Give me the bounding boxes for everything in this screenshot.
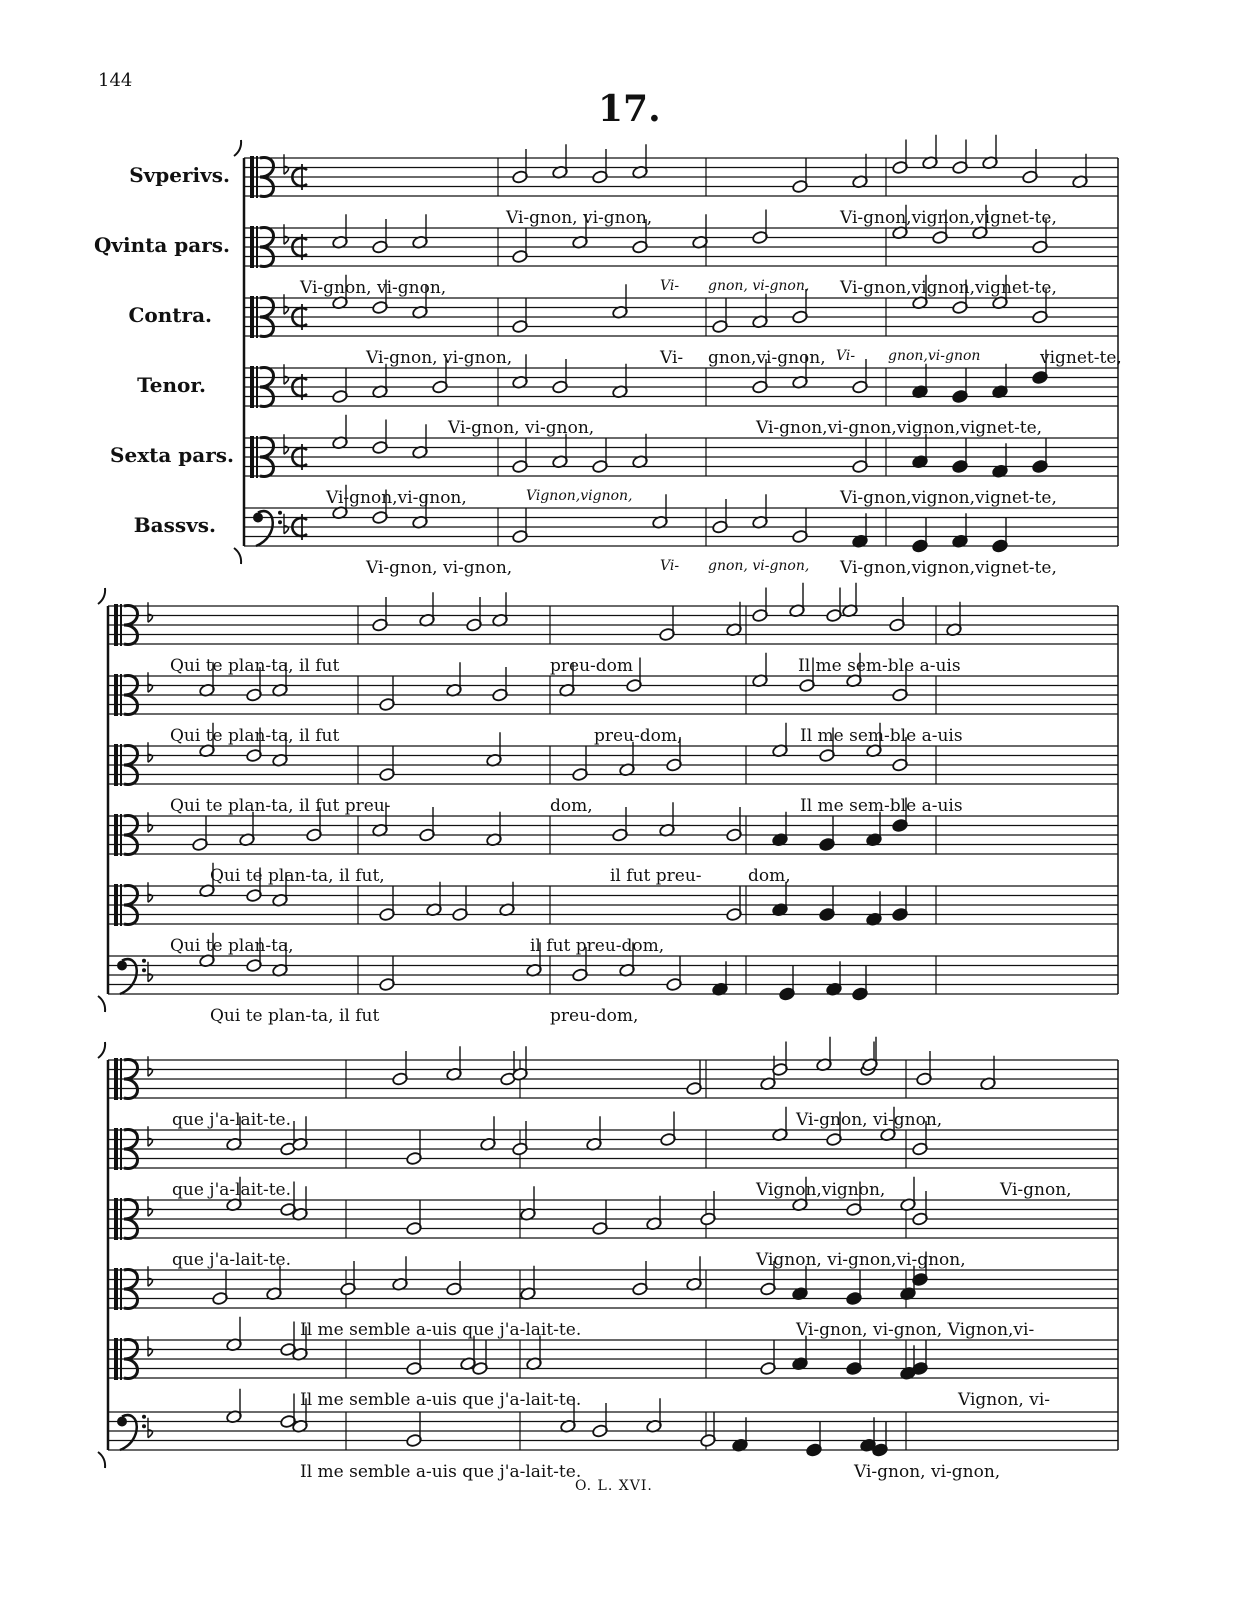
c-clef-bar [114,1338,118,1380]
c-clef-thin-bar [120,744,122,786]
lyric-text: que j'a-lait-te. [172,1180,291,1200]
lyric-text: Vi-gnon, vi-gnon, Vignon,vi- [796,1320,1035,1340]
part-label-quinta: Qvinta pars. [93,233,230,257]
lyric-text: Vi-gnon,vi-gnon, [326,488,467,508]
f-clef-head [117,1417,127,1427]
c-clef-thin-bar [120,674,122,716]
c-clef-thin-bar [256,296,258,338]
part-label-bassus: Bassvs. [133,513,216,537]
lyric-text: preu-dom, [550,1006,639,1026]
lyric-text: Vi-gnon, vi-gnon, [448,418,595,438]
c-clef-thin-bar [120,1198,122,1240]
lyric-text: Il me sem-ble a-uis [800,726,963,746]
c-clef-bar [250,296,254,338]
lyric-text: Qui te plan-ta, il fut [170,726,340,746]
c-clef-bar [250,436,254,478]
lyric-text: Vi-gnon, vi-gnon, [366,348,513,368]
lyric-text: Vi-gnon, vi-gnon, [796,1110,943,1130]
c-clef-bar [114,884,118,926]
lyric-text: Qui te plan-ta, il fut [210,1006,380,1026]
lyric-text: Il me sem-ble a-uis [800,796,963,816]
lyric-text: Vi-gnon,vignon,vignet-te, [840,558,1057,578]
lyric-text: il fut preu- [610,866,702,886]
lyric-text: Il me semble a-uis que j'a-lait-te. [300,1390,582,1410]
lyric-text: Qui te plan-ta, il fut [170,656,340,676]
part-label-superius: Svperivs. [129,163,230,187]
system-brace-top [234,140,241,156]
c-clef-thin-bar [120,884,122,926]
f-clef-head [117,961,127,971]
c-clef-bar [114,1128,118,1170]
footer-mark: O. L. XVI. [575,1478,653,1494]
lyric-text: Vi-gnon,vignon,vignet-te, [840,488,1057,508]
lyric-text: Vi-gnon,vi-gnon,vignon,vignet-te, [756,418,1043,438]
c-clef-bar [114,1198,118,1240]
lyric-text: Il me semble a-uis que j'a-lait-te. [300,1320,582,1340]
lyric-text: Vignon,vignon, [756,1180,886,1200]
lyric-text: Vi-gnon, vi-gnon, [366,558,513,578]
lyric-text: Vi- [660,558,680,574]
lyric-text: gnon,vi-gnon [888,348,981,364]
c-clef-thin-bar [120,1338,122,1380]
part-label-tenor: Tenor. [137,373,206,397]
c-clef-thin-bar [120,1128,122,1170]
f-clef-dot [142,1424,146,1428]
f-clef-dot [142,1415,146,1419]
system-brace-top [98,1042,105,1058]
lyric-text: gnon,vi-gnon, [708,348,826,368]
system-brace-bottom [98,1452,105,1468]
lyric-text: Vi- [836,348,856,364]
lyric-text: preu-dom [550,656,633,676]
lyric-text: gnon, vi-gnon, [708,278,810,294]
c-clef-bar [250,226,254,268]
lyric-text: Vi-gnon,vignon,vignet-te, [840,278,1057,298]
lyric-text: il fut preu-dom, [530,936,665,956]
c-clef-thin-bar [120,814,122,856]
piece-number: 17. [598,88,661,130]
lyric-text: Vi- [660,278,680,294]
c-clef-bar [114,674,118,716]
c-clef-bar [114,1268,118,1310]
lyric-text: vignet-te, [1040,348,1122,368]
system-brace-bottom [234,548,241,564]
part-label-sexta: Sexta pars. [110,443,234,467]
c-clef-thin-bar [256,156,258,198]
lyric-text: Vi-gnon,vignon,vignet-te, [840,208,1057,228]
c-clef-thin-bar [256,226,258,268]
c-clef-thin-bar [120,1268,122,1310]
f-clef-dot [142,959,146,963]
lyric-text: dom, [550,796,593,816]
c-clef-thin-bar [256,436,258,478]
system-brace-bottom [98,996,105,1012]
c-clef-bar [114,1058,118,1100]
lyric-text: Vignon, vi- [958,1390,1051,1410]
lyric-text: Qui te plan-ta, il fut preu- [170,796,391,816]
part-label-contra: Contra. [128,303,212,327]
lyric-text: que j'a-lait-te. [172,1250,291,1270]
c-clef-thin-bar [256,366,258,408]
c-clef-bar [250,366,254,408]
lyric-text: preu-dom, [594,726,683,746]
c-clef-thin-bar [120,604,122,646]
lyric-text: Il me semble a-uis que j'a-lait-te. [300,1462,582,1482]
system-brace-top [98,588,105,604]
f-clef-dot [278,520,282,524]
lyric-text: Vignon,vignon, [526,488,633,504]
lyric-text: Vi-gnon, vi-gnon, [506,208,653,228]
c-clef-bar [114,744,118,786]
c-clef-bar [114,814,118,856]
f-clef-head [253,513,263,523]
lyric-text: Qui te plan-ta, il fut, [210,866,385,886]
f-clef-dot [278,511,282,515]
c-clef-bar [250,156,254,198]
lyric-text: Vignon, vi-gnon,vi-gnon, [756,1250,966,1270]
c-clef-bar [114,604,118,646]
c-clef-thin-bar [120,1058,122,1100]
page-number: 144 [98,70,133,91]
lyric-text: Vi- [660,348,684,368]
f-clef-dot [142,968,146,972]
lyric-text: Vi-gnon, vi-gnon, [300,278,447,298]
lyric-text: Vi-gnon, vi-gnon, [854,1462,1001,1482]
lyric-text: Qui te plan-ta, [170,936,294,956]
lyric-text: gnon, vi-gnon, [708,558,810,574]
lyric-text: dom, [748,866,791,886]
lyric-text: Vi-gnon, [1000,1180,1072,1200]
lyric-text: Il me sem-ble a-uis [798,656,961,676]
lyric-text: que j'a-lait-te. [172,1110,291,1130]
